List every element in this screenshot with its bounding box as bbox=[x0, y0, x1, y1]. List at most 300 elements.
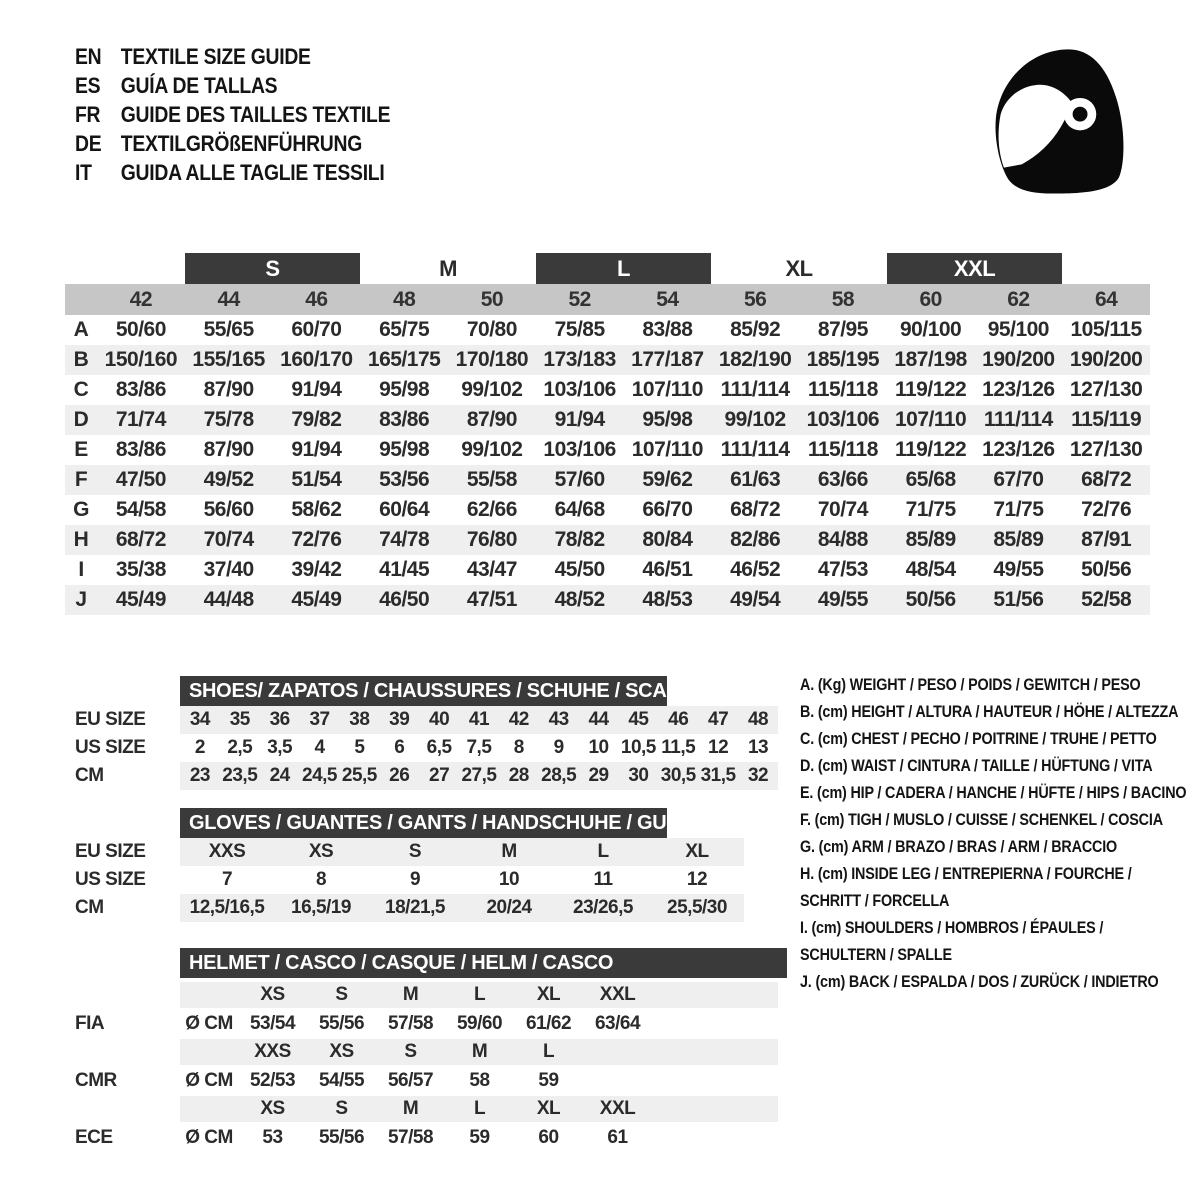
size-value: 99/102 bbox=[461, 378, 523, 401]
value-cell: S bbox=[368, 838, 462, 866]
value-cell: 13 bbox=[747, 737, 769, 758]
size-value: 55/58 bbox=[448, 465, 536, 495]
helmet-size-label: S bbox=[376, 1039, 445, 1065]
value-cell: 40 bbox=[419, 706, 459, 734]
helmet-value: 59 bbox=[469, 1126, 490, 1148]
value-cell: 16,5/19 bbox=[274, 894, 368, 922]
measure-row-b bbox=[65, 345, 1150, 375]
size-value: 50/56 bbox=[887, 585, 975, 615]
row-label-spacer bbox=[65, 1096, 180, 1122]
size-value: 107/110 bbox=[887, 405, 975, 435]
size-value: 90/100 bbox=[900, 318, 962, 341]
size-value: 58/62 bbox=[291, 498, 342, 521]
legend-item-d bbox=[800, 753, 1183, 780]
language-line bbox=[75, 71, 390, 100]
size-value: 67/70 bbox=[975, 465, 1063, 495]
language-code: FR bbox=[75, 102, 101, 127]
shoes-section bbox=[65, 676, 778, 790]
size-value: 68/72 bbox=[1062, 465, 1150, 495]
size-value: 55/65 bbox=[203, 318, 254, 341]
value-cell: 10,5 bbox=[620, 737, 656, 758]
language-code: IT bbox=[75, 160, 92, 185]
value-cell: 4 bbox=[314, 737, 325, 758]
value-cell: 24 bbox=[260, 762, 300, 790]
size-value: 47/51 bbox=[448, 585, 536, 615]
helmet-size-label: XXL bbox=[583, 1096, 652, 1122]
filler-cell bbox=[652, 1008, 778, 1039]
size-value: 75/85 bbox=[554, 318, 605, 341]
measurement-legend bbox=[800, 672, 1187, 996]
size-value: 45/50 bbox=[554, 558, 605, 581]
size-value: 59/62 bbox=[624, 465, 712, 495]
size-number-row bbox=[65, 284, 1150, 315]
helmet-size-row bbox=[65, 1039, 778, 1065]
language-code: DE bbox=[75, 131, 102, 156]
value-cell: 5 bbox=[354, 737, 365, 758]
measure-row-c bbox=[65, 375, 1150, 405]
helmet-value-row bbox=[65, 1008, 778, 1039]
size-value: 60/70 bbox=[291, 318, 342, 341]
value-cell: 28 bbox=[499, 762, 539, 790]
helmet-value: 56/57 bbox=[387, 1069, 434, 1091]
value-cell: 10 bbox=[588, 737, 609, 758]
value-cell: 39 bbox=[379, 706, 419, 734]
size-value: 49/52 bbox=[185, 465, 273, 495]
language-title-list bbox=[75, 42, 390, 187]
size-value: 115/119 bbox=[1062, 405, 1150, 435]
size-value: 182/190 bbox=[711, 345, 799, 375]
guide-title-es: GUÍA DE TALLAS bbox=[120, 73, 278, 98]
size-value: 85/89 bbox=[975, 525, 1063, 555]
value-cell: 41 bbox=[459, 706, 499, 734]
filler-cell bbox=[652, 1096, 778, 1122]
filler-cell bbox=[652, 1065, 778, 1096]
size-value: 87/95 bbox=[817, 318, 868, 341]
size-value: 61/63 bbox=[711, 465, 799, 495]
language-line bbox=[75, 42, 390, 71]
value-cell: 9 bbox=[409, 869, 421, 890]
value-cell: XL bbox=[650, 838, 744, 866]
size-group-xl: XL bbox=[785, 255, 813, 281]
size-value: 91/94 bbox=[291, 378, 342, 401]
size-value: 76/80 bbox=[448, 525, 536, 555]
measure-row-j bbox=[65, 585, 1150, 615]
size-value: 87/90 bbox=[203, 438, 254, 461]
row-label-spacer bbox=[65, 1039, 180, 1065]
guide-title-en: TEXTILE SIZE GUIDE bbox=[120, 44, 311, 69]
size-value: 46/50 bbox=[360, 585, 448, 615]
section-row bbox=[65, 762, 778, 790]
value-cell: 7,5 bbox=[466, 737, 492, 758]
value-cell: 47 bbox=[698, 706, 738, 734]
size-value: 190/200 bbox=[975, 345, 1063, 375]
size-value: 103/106 bbox=[799, 405, 887, 435]
row-label: F bbox=[65, 465, 97, 495]
value-cell: 23 bbox=[180, 762, 220, 790]
filler-cell bbox=[744, 838, 778, 866]
filler-cell bbox=[744, 894, 778, 922]
size-group-m: M bbox=[439, 255, 457, 281]
size-value: 103/106 bbox=[543, 378, 616, 401]
value-cell: 31,5 bbox=[698, 762, 738, 790]
value-cell: 28,5 bbox=[539, 762, 579, 790]
size-col-header: 50 bbox=[448, 284, 536, 315]
value-cell: 8 bbox=[315, 869, 327, 890]
helmet-table bbox=[65, 982, 778, 1153]
size-value: 155/165 bbox=[185, 345, 273, 375]
size-value: 46/52 bbox=[730, 558, 781, 581]
helmet-size-label: L bbox=[445, 982, 514, 1008]
helmet-size-row bbox=[65, 1096, 778, 1122]
helmet-value bbox=[583, 1065, 652, 1096]
size-value: 150/160 bbox=[97, 345, 185, 375]
size-value: 111/114 bbox=[720, 438, 790, 461]
legend-line: I. (cm) SHOULDERS / HOMBROS / ÉPAULES / bbox=[800, 919, 1104, 937]
helmet-value: 58 bbox=[469, 1069, 490, 1091]
size-value: 57/60 bbox=[536, 465, 624, 495]
helmet-value: 61 bbox=[607, 1126, 628, 1148]
size-value: 78/82 bbox=[536, 525, 624, 555]
helmet-icon bbox=[975, 38, 1143, 200]
size-value: 74/78 bbox=[360, 525, 448, 555]
size-value: 44/48 bbox=[185, 585, 273, 615]
measure-row-a bbox=[65, 315, 1150, 345]
row-label: E bbox=[74, 438, 88, 461]
value-cell: 6,5 bbox=[426, 737, 452, 758]
size-col-header: 48 bbox=[360, 284, 448, 315]
size-value: 62/66 bbox=[466, 498, 517, 521]
value-cell: 2,5 bbox=[227, 737, 253, 758]
size-value: 119/122 bbox=[894, 438, 967, 461]
size-value: 83/86 bbox=[115, 378, 166, 401]
size-group-row bbox=[65, 253, 1150, 284]
size-value: 49/54 bbox=[711, 585, 799, 615]
shoes-section-header: SHOES/ ZAPATOS / CHAUSSURES / SCHUHE / SCARPE bbox=[180, 676, 667, 706]
language-code: ES bbox=[75, 73, 101, 98]
helmet-value: 63/64 bbox=[594, 1012, 641, 1034]
gloves-table bbox=[65, 838, 778, 922]
size-value: 83/88 bbox=[642, 318, 693, 341]
size-group-xxl: XXL bbox=[887, 253, 1063, 284]
helmet-size-label: S bbox=[307, 1096, 376, 1122]
helmet-size-label: XS bbox=[238, 982, 307, 1008]
standard-label-fia: FIA bbox=[75, 1012, 105, 1034]
legend-line: H. (cm) INSIDE LEG / ENTREPIERNA / FOURCHE / bbox=[800, 865, 1132, 883]
value-cell: M bbox=[462, 838, 556, 866]
size-col-header: 56 bbox=[711, 284, 799, 315]
helmet-section bbox=[65, 948, 778, 1153]
value-cell: 46 bbox=[658, 706, 698, 734]
size-value: 70/74 bbox=[185, 525, 273, 555]
size-value: 48/54 bbox=[905, 558, 956, 581]
value-cell: 24,5 bbox=[300, 762, 340, 790]
size-value: 95/100 bbox=[987, 318, 1049, 341]
size-band-spacer bbox=[65, 253, 185, 284]
size-value: 99/102 bbox=[461, 438, 523, 461]
value-cell: 43 bbox=[539, 706, 579, 734]
size-value: 82/86 bbox=[711, 525, 799, 555]
value-cell: 34 bbox=[180, 706, 220, 734]
helmet-size-label: XS bbox=[307, 1039, 376, 1065]
value-cell: 42 bbox=[499, 706, 539, 734]
section-row bbox=[65, 706, 778, 734]
size-value: 115/118 bbox=[807, 378, 878, 401]
size-value: 107/110 bbox=[631, 438, 703, 461]
row-label: G bbox=[73, 498, 89, 521]
row-label: D bbox=[65, 405, 97, 435]
language-line bbox=[75, 158, 390, 187]
legend-line: B. (cm) HEIGHT / ALTURA / HAUTEUR / HÖHE / ALTEZZA bbox=[800, 703, 1179, 721]
size-value: 190/200 bbox=[1062, 345, 1150, 375]
row-label: EU SIZE bbox=[75, 841, 146, 862]
filler-cell bbox=[744, 866, 778, 894]
gloves-section-header: GLOVES / GUANTES / GANTS / HANDSCHUHE / GUANTI bbox=[180, 808, 667, 838]
size-value: 84/88 bbox=[799, 525, 887, 555]
size-value: 49/55 bbox=[799, 585, 887, 615]
measure-row-d bbox=[65, 405, 1150, 435]
size-value: 66/70 bbox=[642, 498, 693, 521]
legend-line: F. (cm) TIGH / MUSLO / CUISSE / SCHENKEL / COSCIA bbox=[800, 811, 1163, 829]
size-value: 60/64 bbox=[379, 498, 430, 521]
value-cell: 27,5 bbox=[459, 762, 499, 790]
row-label: CM bbox=[75, 897, 104, 918]
size-value: 49/55 bbox=[993, 558, 1044, 581]
size-value: 48/52 bbox=[536, 585, 624, 615]
helmet-size-label: XL bbox=[514, 1096, 583, 1122]
size-value: 127/130 bbox=[1069, 378, 1143, 401]
helmet-value: 59 bbox=[538, 1069, 559, 1091]
size-value: 160/170 bbox=[273, 345, 361, 375]
helmet-size-row bbox=[65, 982, 778, 1008]
filler-cell bbox=[652, 1039, 778, 1065]
value-cell: 38 bbox=[339, 706, 379, 734]
unit-label: Ø CM bbox=[185, 1012, 233, 1034]
size-col-header: 44 bbox=[185, 284, 273, 315]
size-number-spacer bbox=[65, 284, 97, 315]
value-cell: 35 bbox=[220, 706, 260, 734]
helmet-size-label: L bbox=[445, 1096, 514, 1122]
size-value: 111/114 bbox=[720, 378, 790, 401]
size-value: 123/126 bbox=[982, 378, 1055, 401]
measure-row-g bbox=[65, 495, 1150, 525]
size-col-header: 58 bbox=[799, 284, 887, 315]
size-col-header: 64 bbox=[1062, 284, 1150, 315]
legend-line: J. (cm) BACK / ESPALDA / DOS / ZURÜCK / INDIETRO bbox=[800, 973, 1159, 991]
size-value: 85/92 bbox=[730, 318, 781, 341]
measure-row-e bbox=[65, 435, 1150, 465]
legend-item-g bbox=[800, 834, 1183, 861]
legend-item-a bbox=[800, 672, 1183, 699]
size-value: 51/56 bbox=[975, 585, 1063, 615]
size-value: 46/51 bbox=[642, 558, 693, 581]
value-cell: 25,5 bbox=[339, 762, 379, 790]
size-group-l: L bbox=[536, 253, 712, 284]
legend-item-b bbox=[800, 699, 1183, 726]
helmet-size-label: XS bbox=[238, 1096, 307, 1122]
size-value: 43/47 bbox=[466, 558, 517, 581]
size-col-header: 54 bbox=[624, 284, 712, 315]
helmet-size-label: M bbox=[376, 1096, 445, 1122]
legend-line: E. (cm) HIP / CADERA / HANCHE / HÜFTE / HIPS / BACINO bbox=[800, 784, 1187, 802]
shoes-table bbox=[65, 706, 778, 790]
value-cell: 30 bbox=[618, 762, 658, 790]
size-value: 63/66 bbox=[799, 465, 887, 495]
value-cell: L bbox=[556, 838, 650, 866]
legend-item-c bbox=[800, 726, 1183, 753]
row-label: US SIZE bbox=[75, 869, 146, 890]
row-label: US SIZE bbox=[75, 737, 146, 758]
size-value: 70/80 bbox=[466, 318, 517, 341]
value-cell: 32 bbox=[738, 762, 778, 790]
measure-row-h bbox=[65, 525, 1150, 555]
size-value: 65/75 bbox=[379, 318, 430, 341]
helmet-value: 55/56 bbox=[318, 1012, 365, 1034]
size-value: 75/78 bbox=[185, 405, 273, 435]
size-value: 47/50 bbox=[97, 465, 185, 495]
value-cell: 11,5 bbox=[661, 737, 696, 758]
legend-line: C. (cm) CHEST / PECHO / POITRINE / TRUHE / PETTO bbox=[800, 730, 1157, 748]
helmet-size-label: XXL bbox=[583, 982, 652, 1008]
row-label: CM bbox=[75, 765, 104, 786]
size-value: 72/76 bbox=[273, 525, 361, 555]
filler-cell bbox=[652, 982, 778, 1008]
standard-label-cmr: CMR bbox=[75, 1069, 117, 1091]
size-value: 170/180 bbox=[448, 345, 536, 375]
language-line bbox=[75, 129, 390, 158]
size-value: 85/89 bbox=[887, 525, 975, 555]
value-cell: 45 bbox=[618, 706, 658, 734]
value-cell: 26 bbox=[379, 762, 419, 790]
size-value: 52/58 bbox=[1062, 585, 1150, 615]
size-value: 91/94 bbox=[536, 405, 624, 435]
helmet-value-row bbox=[65, 1122, 778, 1153]
size-value: 187/198 bbox=[887, 345, 975, 375]
value-cell: 25,5/30 bbox=[650, 894, 744, 922]
value-cell: 18/21,5 bbox=[368, 894, 462, 922]
measure-row-i bbox=[65, 555, 1150, 585]
value-cell: 44 bbox=[579, 706, 619, 734]
size-value: 41/45 bbox=[379, 558, 430, 581]
size-value: 173/183 bbox=[536, 345, 624, 375]
value-cell: 30,5 bbox=[658, 762, 698, 790]
helmet-value-row bbox=[65, 1065, 778, 1096]
helmet-size-label: M bbox=[445, 1039, 514, 1065]
value-cell: 9 bbox=[553, 737, 564, 758]
row-label: J bbox=[65, 585, 97, 615]
size-value: 83/86 bbox=[360, 405, 448, 435]
language-line bbox=[75, 100, 390, 129]
size-value: 37/40 bbox=[203, 558, 254, 581]
size-value: 72/76 bbox=[1081, 498, 1132, 521]
helmet-size-label: M bbox=[376, 982, 445, 1008]
size-value: 54/58 bbox=[115, 498, 166, 521]
row-label: C bbox=[73, 378, 89, 401]
size-value: 91/94 bbox=[291, 438, 342, 461]
size-value: 99/102 bbox=[711, 405, 799, 435]
legend-item-h bbox=[800, 861, 1183, 915]
row-label: B bbox=[65, 345, 97, 375]
unit-label: Ø CM bbox=[185, 1126, 233, 1148]
value-cell: 3,5 bbox=[267, 737, 293, 758]
size-value: 45/49 bbox=[97, 585, 185, 615]
size-value: 119/122 bbox=[894, 378, 967, 401]
size-value: 68/72 bbox=[730, 498, 781, 521]
size-value: 107/110 bbox=[631, 378, 703, 401]
legend-line: SCHULTERN / SPALLE bbox=[800, 946, 952, 964]
size-value: 95/98 bbox=[379, 438, 430, 461]
filler-cell bbox=[652, 1122, 778, 1153]
size-value: 115/118 bbox=[807, 438, 878, 461]
language-code: EN bbox=[75, 44, 102, 69]
unit-label: Ø CM bbox=[185, 1069, 233, 1091]
guide-title-it: GUIDA ALLE TAGLIE TESSILI bbox=[120, 160, 385, 185]
helmet-value: 60 bbox=[538, 1126, 559, 1148]
guide-title-de: TEXTILGRÖßENFÜHRUNG bbox=[120, 131, 363, 156]
legend-line: D. (cm) WAIST / CINTURA / TAILLE / HÜFTUNG / VITA bbox=[800, 757, 1153, 775]
helmet-section-header: HELMET / CASCO / CASQUE / HELM / CASCO bbox=[180, 948, 787, 978]
size-value: 83/86 bbox=[115, 438, 166, 461]
size-value: 105/115 bbox=[1070, 318, 1142, 341]
size-value: 68/72 bbox=[97, 525, 185, 555]
helmet-value: 61/62 bbox=[525, 1012, 572, 1034]
helmet-value: 55/56 bbox=[318, 1126, 365, 1148]
size-value: 79/82 bbox=[273, 405, 361, 435]
row-label: A bbox=[73, 318, 89, 341]
value-cell: 36 bbox=[260, 706, 300, 734]
row-label-spacer bbox=[65, 982, 180, 1008]
helmet-size-label: XL bbox=[514, 982, 583, 1008]
size-value: 47/53 bbox=[817, 558, 868, 581]
size-group-s: S bbox=[185, 253, 361, 284]
size-value: 87/90 bbox=[203, 378, 254, 401]
row-label: EU SIZE bbox=[75, 709, 146, 730]
size-value: 50/56 bbox=[1081, 558, 1132, 581]
value-cell: 8 bbox=[513, 737, 524, 758]
legend-line: A. (Kg) WEIGHT / PESO / POIDS / GEWITCH / PESO bbox=[800, 676, 1141, 694]
value-cell: 27 bbox=[419, 762, 459, 790]
size-value: 48/53 bbox=[624, 585, 712, 615]
value-cell: 7 bbox=[221, 869, 233, 890]
size-value: 70/74 bbox=[817, 498, 868, 521]
section-row bbox=[65, 838, 778, 866]
value-cell: 12 bbox=[708, 737, 729, 758]
legend-line: G. (cm) ARM / BRAZO / BRAS / ARM / BRACCIO bbox=[800, 838, 1118, 856]
standard-label-ece: ECE bbox=[75, 1126, 113, 1148]
guide-title-fr: GUIDE DES TAILLES TEXTILE bbox=[120, 102, 391, 127]
legend-line: SCHRITT / FORCELLA bbox=[800, 892, 950, 910]
section-row bbox=[65, 734, 778, 762]
section-row bbox=[65, 894, 778, 922]
size-value: 53/56 bbox=[360, 465, 448, 495]
size-col-header: 60 bbox=[887, 284, 975, 315]
value-cell: XS bbox=[274, 838, 368, 866]
value-cell: 11 bbox=[593, 869, 613, 890]
size-value: 111/114 bbox=[975, 405, 1063, 435]
legend-item-f bbox=[800, 807, 1183, 834]
size-value: 65/68 bbox=[887, 465, 975, 495]
helmet-value: 59/60 bbox=[456, 1012, 503, 1034]
unit-spacer bbox=[180, 982, 238, 1008]
helmet-value: 57/58 bbox=[387, 1012, 434, 1034]
size-value: 45/49 bbox=[273, 585, 361, 615]
size-value: 177/187 bbox=[624, 345, 712, 375]
size-col-header: 62 bbox=[975, 284, 1063, 315]
helmet-size-label: L bbox=[514, 1039, 583, 1065]
size-value: 71/75 bbox=[993, 498, 1044, 521]
size-value: 123/126 bbox=[982, 438, 1055, 461]
helmet-value: 53/54 bbox=[249, 1012, 296, 1034]
size-value: 95/98 bbox=[624, 405, 712, 435]
